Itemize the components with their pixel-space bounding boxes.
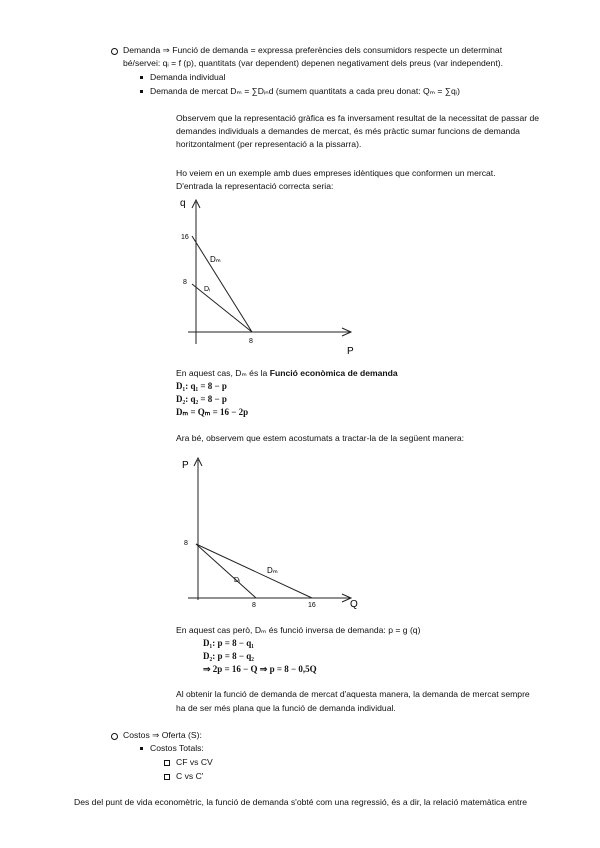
demand-graph-p-vs-q bbox=[172, 452, 372, 614]
demand-graph-q-vs-p bbox=[170, 192, 370, 357]
case-1-equation-3: Dₘ = Qₘ = 16 − 2p bbox=[176, 407, 249, 417]
case-1-equation-2: D₂: q₂ = 8 − p bbox=[176, 394, 227, 404]
graph2-indiv-label: Dᵢ bbox=[234, 577, 241, 584]
paragraph-1-line-2: demandes individuals a demandes de mercat, és més pràctic sumar funcions de demanda bbox=[176, 126, 520, 136]
footer-paragraph: Des del punt de vida economètric, la funció de demanda s'obté com una regressió, és a dir, la relació matemàtica entre bbox=[74, 797, 528, 807]
graph1-market-label: Dₘ bbox=[210, 255, 221, 264]
graph2-x-tick-high: 16 bbox=[308, 602, 316, 609]
box-bullet-icon bbox=[164, 774, 170, 780]
total-costs-label: Costos Totals: bbox=[150, 743, 204, 753]
case-1-intro: En aquest cas, Dₘ és la Funció econòmica de demanda bbox=[176, 368, 398, 378]
paragraph-4-line-1: Al obtenir la funció de demanda de mercat d'aquesta manera, la demanda de mercat sempre bbox=[176, 689, 530, 699]
graph2-x-label: Q bbox=[350, 599, 358, 610]
paragraph-2-line-2: D'entrada la representació correcta seria: bbox=[176, 181, 334, 191]
case-2-equation-1: D₁: p = 8 − q₁ bbox=[203, 638, 254, 648]
paragraph-3: Ara bé, observem que estem acostumats a tractar-la de la següent manera: bbox=[176, 433, 465, 443]
graph1-x-tick: 8 bbox=[249, 338, 253, 345]
demand-line-2: bé/servei: qᵢ = f (p), quantitats (var dependent) depenen negativament dels preus (var independent). bbox=[123, 58, 503, 68]
graph1-indiv-line bbox=[192, 284, 252, 332]
graph1-indiv-label: Dᵢ bbox=[204, 286, 211, 293]
graph1-y-label: q bbox=[180, 198, 186, 209]
case-2-equation-3: ⇒ 2p = 16 − Q ⇒ p = 8 − 0,5Q bbox=[203, 664, 317, 674]
case-1-equation-1: D₁: q₁ = 8 − p bbox=[176, 381, 227, 391]
square-bullet-icon bbox=[140, 90, 143, 93]
graph2-market-line bbox=[196, 544, 312, 598]
graph2-x-tick-low: 8 bbox=[252, 602, 256, 609]
paragraph-1-line-3: horitzontalment (per representació a la pissarra). bbox=[176, 139, 362, 149]
paragraph-4-line-2: ha de ser més plana que la funció de demanda individual. bbox=[176, 703, 396, 713]
graph1-x-label: P bbox=[347, 346, 354, 357]
market-demand-label: Demanda de mercat Dₘ = ∑Dᵢₙd (sumem quantitats a cada preu donat: Qₘ = ∑qᵢ) bbox=[150, 86, 460, 96]
graph2-y-tick: 8 bbox=[184, 540, 188, 547]
box-bullet-icon bbox=[164, 760, 170, 766]
costs-item-fixed-vs-variable: CF vs CV bbox=[176, 757, 213, 767]
graph1-market-line bbox=[192, 236, 252, 332]
graph2-indiv-line bbox=[196, 544, 256, 598]
square-bullet-icon bbox=[140, 747, 143, 750]
graph1-y-tick-low: 8 bbox=[183, 279, 187, 286]
demand-line-1: Demanda ⇒ Funció de demanda = expressa preferències dels consumidors respecte un determinat bbox=[123, 45, 503, 55]
graph1-y-tick-high: 16 bbox=[181, 234, 189, 241]
case-2-equation-2: D₂: p = 8 − q₂ bbox=[203, 651, 254, 661]
case-2-intro: En aquest cas però, Dₘ és funció inversa de demanda: p = g (q) bbox=[176, 625, 421, 635]
square-bullet-icon bbox=[140, 76, 143, 79]
circle-bullet-icon bbox=[111, 48, 118, 55]
costs-heading: Costos ⇒ Oferta (S): bbox=[123, 730, 202, 740]
costs-item-c-vs-cprime: C vs C' bbox=[176, 771, 204, 781]
individual-demand-label: Demanda individual bbox=[150, 72, 226, 82]
paragraph-1-line-1: Observem que la representació gràfica es fa inversament resultat de la necessitat de passar de bbox=[176, 113, 540, 123]
circle-bullet-icon bbox=[111, 733, 118, 740]
graph2-market-label: Dₘ bbox=[267, 566, 278, 575]
graph2-y-label: P bbox=[182, 460, 189, 471]
paragraph-2-line-1: Ho veiem en un exemple amb dues empreses idèntiques que conformen un mercat. bbox=[176, 168, 496, 178]
